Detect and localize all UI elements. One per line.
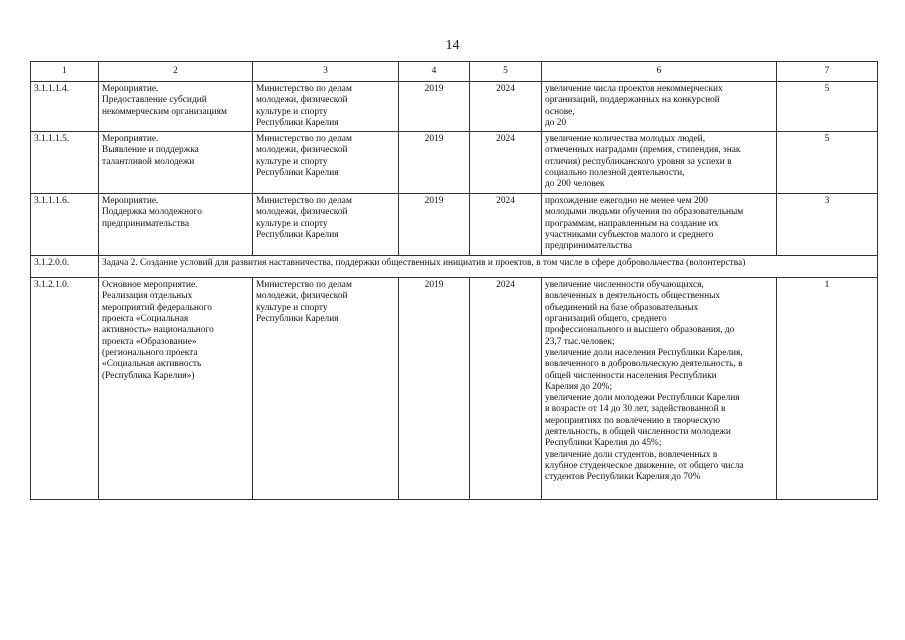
result-line: общей численности населения Республики bbox=[545, 370, 717, 381]
column-header: 7 bbox=[777, 62, 878, 82]
event-cell bbox=[99, 194, 253, 256]
row-code: 3.1.2.1.0. bbox=[31, 278, 99, 500]
page-number: 14 bbox=[445, 38, 460, 53]
executor-line: культуре и спорту bbox=[256, 156, 328, 167]
event-cell bbox=[99, 278, 253, 500]
event-line: некоммерческим организациям bbox=[102, 106, 227, 117]
executor-line: Министерство по делам bbox=[256, 196, 352, 207]
indicator-number: 5 bbox=[777, 132, 878, 194]
result-line: увеличение числа проектов некоммерческих bbox=[545, 84, 723, 94]
table-row bbox=[31, 194, 878, 256]
executor-cell bbox=[253, 278, 399, 500]
event-line: талантливой молодежи bbox=[102, 156, 195, 167]
result-line: увеличение количества молодых людей, bbox=[545, 134, 706, 145]
column-header: 2 bbox=[99, 62, 253, 82]
result-line: участниками субъектов малого и среднего bbox=[545, 230, 714, 241]
result-line: вовлеченных в деятельность общественных bbox=[545, 291, 721, 302]
result-line: программам, направленным на создание их bbox=[545, 218, 719, 229]
result-line: студентов Республики Карелия до 70% bbox=[545, 472, 701, 483]
end-year: 2024 bbox=[470, 278, 542, 500]
result-line: 23,7 тыс.человек; bbox=[545, 336, 615, 347]
result-line: до 20 bbox=[545, 117, 567, 128]
result-line: в возрасте от 14 до 30 лет, задействованной в bbox=[545, 404, 726, 415]
event-line: (Республика Карелия») bbox=[102, 370, 195, 381]
event-line: мероприятий федерального bbox=[102, 302, 212, 313]
result-line: деятельность, в общей численности молодежи bbox=[545, 427, 731, 438]
result-line: организаций, поддержанных на конкурсной bbox=[545, 95, 720, 106]
executor-line: молодежи, физической bbox=[256, 291, 348, 302]
executor-line: Министерство по делам bbox=[256, 280, 352, 291]
indicator-number: 5 bbox=[777, 82, 878, 132]
executor-line: культуре и спорту bbox=[256, 218, 328, 229]
event-line: Мероприятие. bbox=[102, 134, 159, 145]
row-code: 3.1.1.1.6. bbox=[31, 194, 99, 256]
start-year: 2019 bbox=[399, 194, 470, 256]
header-row bbox=[31, 62, 878, 82]
column-header: 5 bbox=[470, 62, 542, 82]
result-line: мероприятиях по вовлечению в творческую bbox=[545, 415, 720, 426]
indicator-number: 3 bbox=[777, 194, 878, 256]
indicator-number: 1 bbox=[777, 278, 878, 500]
executor-line: Республики Карелия bbox=[256, 117, 339, 128]
task-code: 3.1.2.0.0. bbox=[31, 256, 99, 278]
executor-line: Министерство по делам bbox=[256, 84, 352, 94]
executor-line: культуре и спорту bbox=[256, 302, 328, 313]
executor-line: Республики Карелия bbox=[256, 168, 339, 179]
result-line: Республики Карелия до 45%; bbox=[545, 438, 662, 449]
result-line: Карелия до 20%; bbox=[545, 381, 613, 392]
executor-cell bbox=[253, 82, 399, 132]
program-table bbox=[30, 61, 878, 500]
column-header: 1 bbox=[31, 62, 99, 82]
event-line: Мероприятие. bbox=[102, 196, 159, 207]
executor-line: Министерство по делам bbox=[256, 134, 352, 145]
task-text: Задача 2. Создание условий для развития наставничества, поддержки общественных инициатив и проектов, в том числе в сфере добровольчества (волонтерства) bbox=[99, 256, 878, 278]
executor-line: молодежи, физической bbox=[256, 207, 348, 218]
event-line: Реализация отдельных bbox=[102, 291, 193, 302]
column-header: 3 bbox=[253, 62, 399, 82]
result-line: клубное студенческое движение, от общего числа bbox=[545, 460, 744, 471]
event-line: активность» национального bbox=[102, 325, 214, 336]
result-line: профессионального и высшего образования, до bbox=[545, 325, 735, 336]
row-code: 3.1.1.1.4. bbox=[31, 82, 99, 132]
result-line: увеличение доли молодежи Республики Карелия bbox=[545, 393, 740, 404]
executor-line: культуре и спорту bbox=[256, 106, 328, 117]
executor-line: молодежи, физической bbox=[256, 145, 348, 156]
event-line: Мероприятие. bbox=[102, 84, 159, 94]
start-year: 2019 bbox=[399, 132, 470, 194]
column-header: 4 bbox=[399, 62, 470, 82]
end-year: 2024 bbox=[470, 132, 542, 194]
result-cell bbox=[542, 82, 777, 132]
event-line: Предоставление субсидий bbox=[102, 95, 207, 106]
event-cell bbox=[99, 132, 253, 194]
result-line: объединений на базе образовательных bbox=[545, 302, 699, 313]
result-cell bbox=[542, 132, 777, 194]
event-line: «Социальная активность bbox=[102, 359, 202, 370]
result-line: молодыми людьми обучения по образовательным bbox=[545, 207, 744, 218]
executor-cell bbox=[253, 194, 399, 256]
row-code: 3.1.1.1.5. bbox=[31, 132, 99, 194]
result-line: предпринимательства bbox=[545, 241, 632, 252]
end-year: 2024 bbox=[470, 194, 542, 256]
event-line: проекта «Образование» bbox=[102, 336, 197, 347]
event-cell bbox=[99, 82, 253, 132]
result-cell bbox=[542, 278, 777, 500]
end-year: 2024 bbox=[470, 82, 542, 132]
event-line: Основное мероприятие. bbox=[102, 280, 198, 291]
result-line: увеличение доли студентов, вовлеченных в bbox=[545, 449, 718, 460]
event-line: предпринимательства bbox=[102, 218, 189, 229]
executor-line: Республики Карелия bbox=[256, 230, 339, 241]
executor-line: Республики Карелия bbox=[256, 314, 339, 325]
table-row bbox=[31, 132, 878, 194]
table-row bbox=[31, 82, 878, 132]
event-line: (регионального проекта bbox=[102, 347, 198, 358]
event-line: Поддержка молодежного bbox=[102, 207, 202, 218]
executor-cell bbox=[253, 132, 399, 194]
result-line: отмеченных наградами (премия, стипендия, знак bbox=[545, 145, 741, 156]
task-row bbox=[31, 256, 878, 278]
result-line: увеличение доли населения Республики Карелия, bbox=[545, 347, 743, 358]
result-line: увеличение численности обучающихся, bbox=[545, 280, 704, 291]
result-line: основе, bbox=[545, 106, 575, 117]
event-line: Выявление и поддержка bbox=[102, 145, 199, 156]
start-year: 2019 bbox=[399, 278, 470, 500]
result-cell bbox=[542, 194, 777, 256]
event-line: проекта «Социальная bbox=[102, 314, 189, 325]
result-line: до 200 человек bbox=[545, 179, 605, 190]
result-line: отличия) республиканского уровня за успехи в bbox=[545, 156, 732, 167]
table-row bbox=[31, 278, 878, 500]
executor-line: молодежи, физической bbox=[256, 95, 348, 106]
result-line: организаций общего, среднего bbox=[545, 314, 667, 325]
result-line: социально полезной деятельности, bbox=[545, 168, 685, 179]
result-line: прохождение ежегодно не менее чем 200 bbox=[545, 196, 708, 207]
result-line: вовлеченного в добровольческую деятельность, в bbox=[545, 359, 743, 370]
column-header: 6 bbox=[542, 62, 777, 82]
start-year: 2019 bbox=[399, 82, 470, 132]
